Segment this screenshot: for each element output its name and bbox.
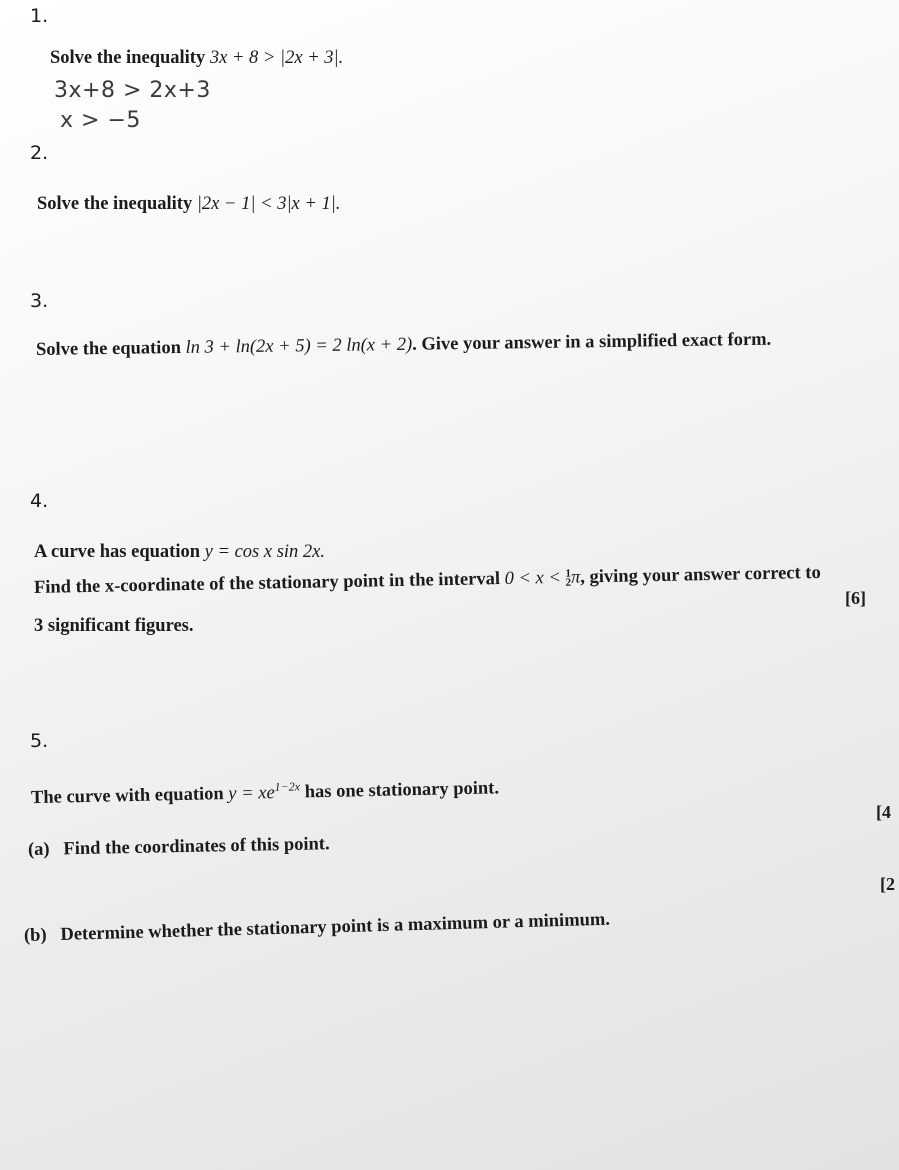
question-5b-mark: [2 bbox=[880, 874, 895, 894]
question-5a-text: Find the coordinates of this point. bbox=[63, 834, 330, 860]
fraction-numerator: 1 bbox=[565, 567, 572, 580]
question-4-line-3: 3 significant figures. bbox=[34, 616, 194, 636]
question-1-math: 3x + 8 > |2x + 3|. bbox=[209, 48, 344, 68]
question-5a-label: (a) bbox=[27, 839, 50, 860]
question-4-line-2 bbox=[34, 563, 821, 599]
question-2-prefix: Solve the inequality bbox=[37, 194, 197, 214]
question-2-number: 2. bbox=[30, 142, 49, 164]
pi-symbol: π bbox=[570, 567, 581, 588]
question-3-suffix: . Give your answer in a simplified exact form. bbox=[412, 329, 772, 355]
question-5-number: 5. bbox=[30, 730, 49, 752]
question-3-math: ln 3 + ln(2x + 5) = 2 ln(x + 2) bbox=[185, 334, 413, 358]
question-4-line-1 bbox=[34, 542, 325, 563]
question-5-stem-exponent: 1−2x bbox=[274, 779, 301, 794]
question-1-number: 1. bbox=[30, 5, 49, 27]
question-1-prefix: Solve the inequality bbox=[50, 48, 210, 68]
question-4-mark: [6] bbox=[845, 588, 866, 608]
question-5-stem-prefix: The curve with equation bbox=[30, 784, 229, 809]
question-5-stem bbox=[31, 775, 499, 809]
question-2-text bbox=[37, 194, 340, 215]
question-4-line-1-math: y = cos x sin 2x. bbox=[204, 542, 326, 562]
question-3-text bbox=[36, 330, 771, 361]
question-5b bbox=[24, 910, 611, 947]
question-2-math: |2x − 1| < 3|x + 1|. bbox=[196, 194, 341, 214]
question-5-stem-suffix: has one stationary point. bbox=[299, 778, 500, 803]
question-5b-label: (b) bbox=[23, 925, 47, 946]
question-4-line-2-suffix: , giving your answer correct to bbox=[580, 562, 821, 588]
question-4-line-2-prefix: Find the x-coordinate of the stationary point in the interval bbox=[33, 568, 505, 598]
question-5b-text: Determine whether the stationary point is a maximum or a minimum. bbox=[60, 909, 611, 945]
handwritten-working-line-2: x > −5 bbox=[60, 108, 141, 133]
question-3-prefix: Solve the equation bbox=[35, 337, 186, 360]
handwritten-working-line-1: 3x+8 > 2x+3 bbox=[54, 78, 211, 103]
question-5a-mark: [4 bbox=[876, 802, 891, 822]
question-4-number: 4. bbox=[30, 490, 49, 512]
question-5a bbox=[28, 834, 330, 861]
question-4-line-2-math: 0 < x < bbox=[504, 567, 566, 589]
question-3-number: 3. bbox=[30, 290, 49, 312]
question-5-stem-math: y = xe bbox=[228, 783, 275, 805]
question-4-line-1-prefix: A curve has equation bbox=[34, 542, 205, 562]
fraction-denominator: 2 bbox=[565, 576, 572, 589]
question-1-text bbox=[50, 48, 343, 69]
